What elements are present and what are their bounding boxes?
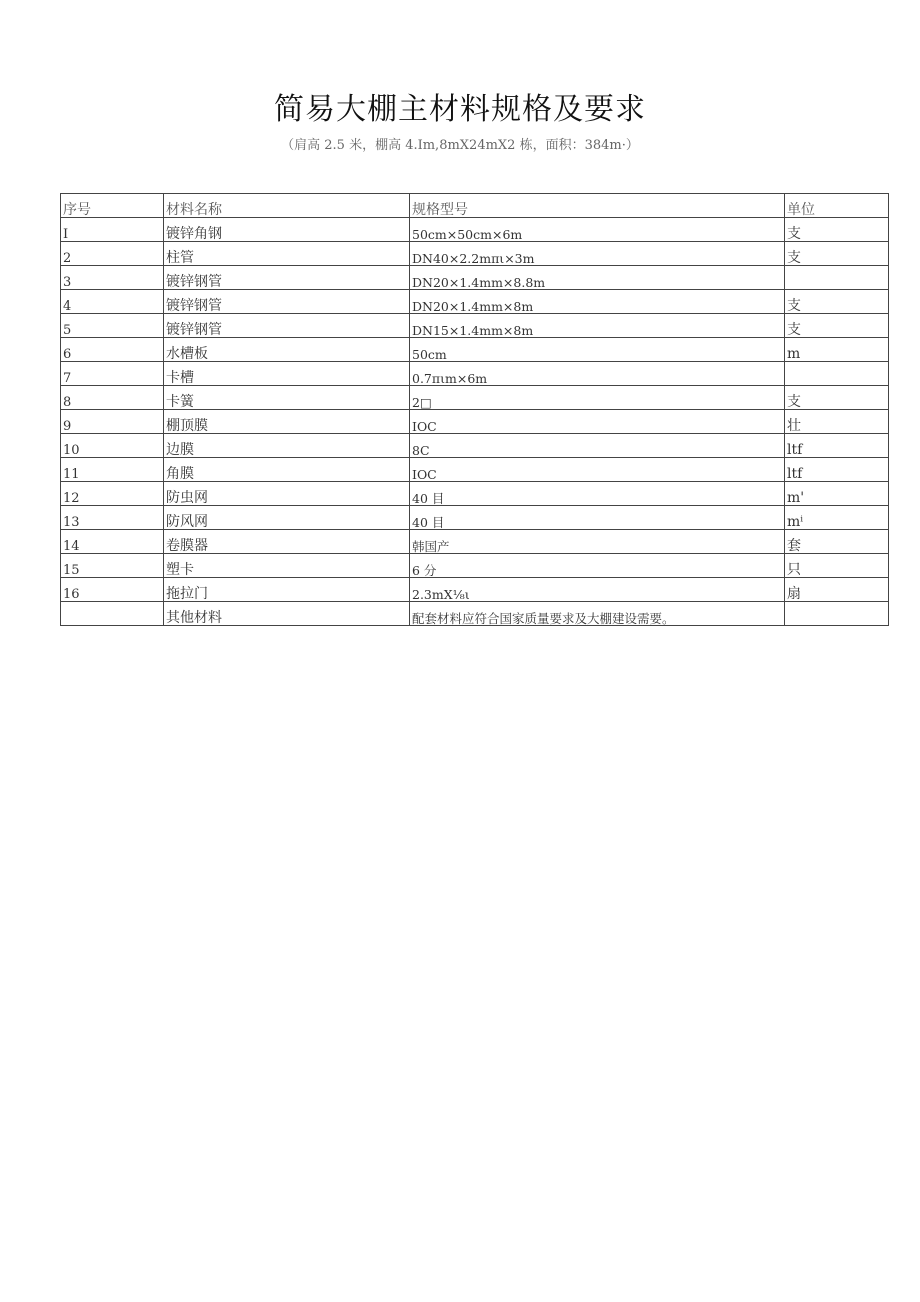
cell-spec: DN15×1.4mm×8m — [410, 314, 785, 338]
cell-name: 塑卡 — [164, 554, 410, 578]
header-name: 材料名称 — [164, 194, 410, 218]
cell-name: 棚顶膜 — [164, 410, 410, 434]
cell-spec: IOC — [410, 458, 785, 482]
cell-unit: mⁱ — [785, 506, 889, 530]
cell-unit: m' — [785, 482, 889, 506]
cell-unit: 套 — [785, 530, 889, 554]
cell-no: 9 — [61, 410, 164, 434]
cell-name: 拖拉门 — [164, 578, 410, 602]
cell-no: 2 — [61, 242, 164, 266]
cell-spec: 2□ — [410, 386, 785, 410]
cell-name: 防风网 — [164, 506, 410, 530]
cell-name: 卷膜器 — [164, 530, 410, 554]
table-row — [61, 530, 889, 554]
cell-no: 4 — [61, 290, 164, 314]
cell-name: 镀锌钢管 — [164, 290, 410, 314]
cell-spec: DN20×1.4mm×8m — [410, 290, 785, 314]
cell-spec: DN40×2.2mπι×3m — [410, 242, 785, 266]
materials-table — [60, 193, 889, 626]
cell-name: 镀锌钢管 — [164, 314, 410, 338]
cell-name: 柱管 — [164, 242, 410, 266]
table-row — [61, 410, 889, 434]
cell-no: 13 — [61, 506, 164, 530]
cell-spec: 40 目 — [410, 482, 785, 506]
cell-spec: 50cm×50cm×6m — [410, 218, 785, 242]
cell-no: 16 — [61, 578, 164, 602]
cell-unit — [785, 602, 889, 626]
cell-spec: 配套材料应符合国家质量要求及大棚建设需要。 — [410, 602, 785, 626]
cell-name: 卡槽 — [164, 362, 410, 386]
cell-no: 15 — [61, 554, 164, 578]
table-header-row — [61, 194, 889, 218]
table-row — [61, 458, 889, 482]
cell-no — [61, 602, 164, 626]
cell-spec: 2.3mX⅛ι — [410, 578, 785, 602]
table-row — [61, 338, 889, 362]
cell-spec: 韩国产 — [410, 530, 785, 554]
table-row — [61, 386, 889, 410]
cell-unit: 支 — [785, 314, 889, 338]
table-row — [61, 314, 889, 338]
cell-unit: 支 — [785, 218, 889, 242]
cell-spec: 40 目 — [410, 506, 785, 530]
cell-no: 8 — [61, 386, 164, 410]
table-row — [61, 482, 889, 506]
cell-no: 11 — [61, 458, 164, 482]
cell-name: 防虫网 — [164, 482, 410, 506]
cell-no: 5 — [61, 314, 164, 338]
cell-name: 镀锌钢管 — [164, 266, 410, 290]
document-subtitle: （肩高 2.5 米，棚高 4.Im,8mX24mX2 栋，面积：384m·） — [281, 138, 639, 153]
cell-unit: 支 — [785, 386, 889, 410]
cell-no: 12 — [61, 482, 164, 506]
cell-no: I — [61, 218, 164, 242]
cell-name: 卡簧 — [164, 386, 410, 410]
header-spec: 规格型号 — [410, 194, 785, 218]
cell-spec: 8C — [410, 434, 785, 458]
cell-unit: ltf — [785, 434, 889, 458]
cell-unit: 壮 — [785, 410, 889, 434]
cell-unit: m — [785, 338, 889, 362]
header-unit: 单位 — [785, 194, 889, 218]
table-row — [61, 218, 889, 242]
document-title: 简易大棚主材料规格及要求 — [274, 92, 646, 127]
cell-no: 7 — [61, 362, 164, 386]
cell-name: 角膜 — [164, 458, 410, 482]
table-row — [61, 506, 889, 530]
table-row — [61, 434, 889, 458]
table-row — [61, 602, 889, 626]
header-no: 序号 — [61, 194, 164, 218]
table-row — [61, 242, 889, 266]
cell-no: 6 — [61, 338, 164, 362]
table-row — [61, 554, 889, 578]
cell-name: 其他材料 — [164, 602, 410, 626]
table-row — [61, 266, 889, 290]
cell-unit: 支 — [785, 242, 889, 266]
cell-unit: 扇 — [785, 578, 889, 602]
cell-name: 镀锌角钢 — [164, 218, 410, 242]
cell-name: 水槽板 — [164, 338, 410, 362]
cell-unit: ltf — [785, 458, 889, 482]
cell-spec: DN20×1.4mm×8.8m — [410, 266, 785, 290]
cell-unit — [785, 266, 889, 290]
cell-no: 3 — [61, 266, 164, 290]
cell-no: 10 — [61, 434, 164, 458]
cell-no: 14 — [61, 530, 164, 554]
table-row — [61, 290, 889, 314]
cell-unit — [785, 362, 889, 386]
table-row — [61, 362, 889, 386]
cell-unit: 只 — [785, 554, 889, 578]
cell-name: 边膜 — [164, 434, 410, 458]
cell-spec: IOC — [410, 410, 785, 434]
cell-spec: 6 分 — [410, 554, 785, 578]
cell-unit: 支 — [785, 290, 889, 314]
table-row — [61, 578, 889, 602]
cell-spec: 50cm — [410, 338, 785, 362]
cell-spec: 0.7πιm×6m — [410, 362, 785, 386]
